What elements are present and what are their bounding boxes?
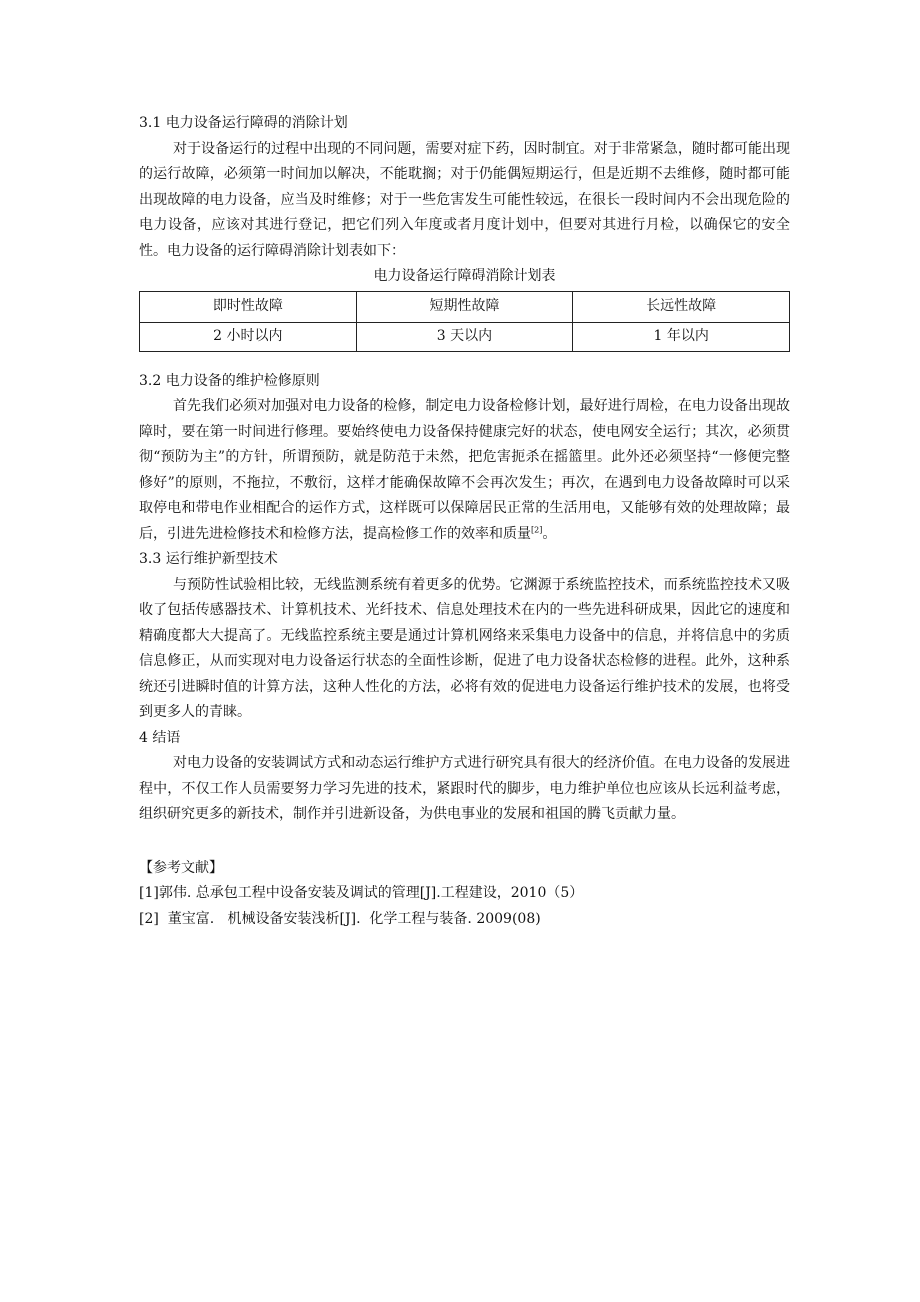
section-3-3-heading: 3.3 运行维护新型技术 (139, 551, 278, 567)
section-4-heading: 4 结语 (139, 729, 181, 746)
citation-marker: [2] (531, 524, 543, 534)
reference-item: [2] 董宝富. 机械设备安装浅析[J]. 化学工程与装备. 2009(08) (139, 910, 541, 927)
table-header-cell: 即时性故障 (140, 291, 357, 322)
table-header-cell: 长远性故障 (573, 291, 790, 322)
section-3-2-text: 首先我们必须对加强对电力设备的检修，制定电力设备检修计划，最好进行周检，在电力设备出现故障时，要在第一时间进行修理。要始终使电力设备保持健康完好的状态，使电网安全运行；其次，必须贯彻“预防为主”的方针，所谓预防，就是防范于未然，把危害扼杀在摇篮里。此外还必须坚持“一修便完整修好”的原则，不拖拉，不敷衍，这样才能确保故障不会再次发生；再次，在遇到电力设备故障时可以采取停电和带电作业相配合的运作方式，这样既可以保障居民正常的生活用电，又能够有效的处理故障；最后，引进先进检修技术和检修方法，提高检修工作的效率和质量 (139, 398, 790, 542)
section-3-1-paragraph: 对于设备运行的过程中出现的不同问题，需要对症下药，因时制宜。对于非常紧急，随时都可能出现的运行故障，必须第一时间加以解决，不能耽搁；对于仍能偶短期运行，但是近期不去维修，随时都可能出现故障的电力设备，应当及时维修；对于一些危害发生可能性较远，在很长一段时间内不会出现危险的电力设备，应该对其进行登记，把它们列入年度或者月度计划中，但要对其进行月检，以确保它的安全性。电力设备的运行障碍消除计划表如下： (139, 140, 790, 259)
maintenance-plan-table (139, 291, 790, 352)
table-header-row (140, 291, 790, 322)
document-body (139, 111, 790, 932)
table-title: 电力设备运行障碍消除计划表 (373, 268, 556, 284)
section-3-2-heading: 3.2 电力设备的维护检修原则 (139, 372, 320, 389)
table-cell: 2 小时以内 (140, 322, 357, 351)
table-cell: 1 年以内 (573, 322, 790, 351)
table-header-cell: 短期性故障 (356, 291, 573, 322)
section-3-3-paragraph: 与预防性试验相比较，无线监测系统有着更多的优势。它渊源于系统监控技术，而系统监控技术又吸收了包括传感器技术、计算机技术、光纤技术、信息处理技术在内的一些先进科研成果，因此它的速度和精确度都大大提高了。无线监控系统主要是通过计算机网络来采集电力设备中的信息，并将信息中的劣质信息修正，从而实现对电力设备运行状态的全面性诊断，促进了电力设备状态检修的进程。此外，这种系统还引进瞬时值的计算方法，这种人性化的方法，必将有效的促进电力设备运行维护技术的发展，也将受到更多人的青睐。 (139, 576, 790, 720)
references-heading: 【参考文献】 (139, 859, 223, 876)
table-row (140, 322, 790, 351)
section-4-paragraph: 对电力设备的安装调试方式和动态运行维护方式进行研究具有很大的经济价值。在电力设备的发展进程中，不仅工作人员需要努力学习先进的技术，紧跟时代的脚步，电力维护单位也应该从长远利益考虑，组织研究更多的新技术，制作并引进新设备，为供电事业的发展和祖国的腾飞贡献力量。 (139, 755, 790, 822)
reference-item: [1]郭伟. 总承包工程中设备安装及调试的管理[J].工程建设，2010（5） (139, 885, 584, 901)
section-3-2-paragraph (139, 394, 790, 547)
table-cell: 3 天以内 (356, 322, 573, 351)
spacer (139, 828, 790, 856)
section-3-2-end: 。 (542, 525, 557, 542)
section-3-1-heading: 3.1 电力设备运行障碍的消除计划 (139, 115, 348, 131)
